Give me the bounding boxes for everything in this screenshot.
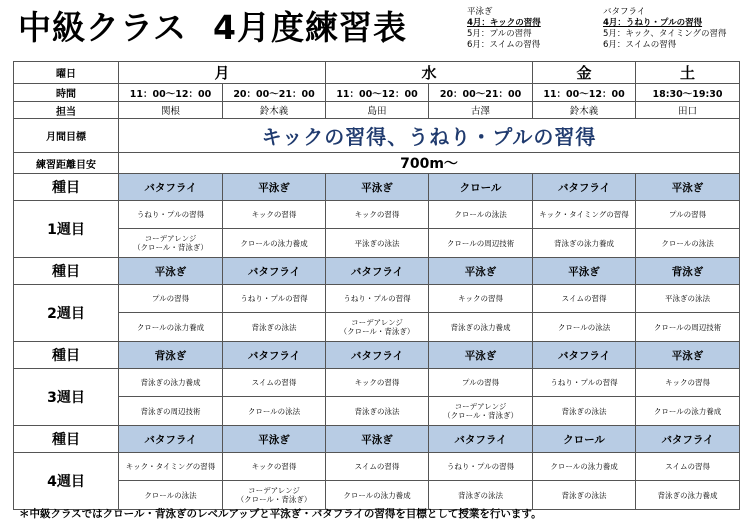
legend-heading: 平泳ぎ: [467, 7, 493, 17]
stroke-row: [14, 174, 740, 201]
week-label: 3週目: [14, 369, 119, 426]
menu-row: [14, 201, 740, 229]
time-cell: 11：00～12：00: [119, 84, 223, 102]
day-saturday: 土: [636, 62, 740, 84]
menu-cell: クロールの泳力養成: [326, 481, 429, 510]
menu-cell: コーデアレンジ （クロール・背泳ぎ）: [429, 397, 533, 426]
distance-label: 練習距離目安: [14, 153, 119, 174]
legend-line: 5月：プルの習得: [467, 29, 532, 39]
menu-cell: うねり・プルの習得: [533, 369, 636, 397]
stroke-cell: クロール: [429, 174, 533, 201]
week-label: 2週目: [14, 285, 119, 342]
stroke-cell: バタフライ: [119, 174, 223, 201]
monthly-goal: キックの習得、うねり・プルの習得: [119, 119, 740, 153]
menu-row: [14, 229, 740, 258]
menu-cell: クロールの泳法: [119, 481, 223, 510]
time-cell: 11：00～12：00: [533, 84, 636, 102]
title-month: 4月度練習表: [213, 8, 407, 47]
menu-row: [14, 313, 740, 342]
kind-label: 種目: [14, 258, 119, 285]
menu-cell: 背泳ぎの泳法: [533, 481, 636, 510]
kind-label: 種目: [14, 342, 119, 369]
stroke-cell: 背泳ぎ: [636, 258, 740, 285]
legend-line: 4月：うねり・プルの習得: [603, 18, 703, 28]
menu-row: [14, 397, 740, 426]
distance-row: [14, 153, 740, 174]
time-row: [14, 84, 740, 102]
menu-cell: キックの習得: [223, 201, 326, 229]
legend-line: 6月：スイムの習得: [603, 40, 677, 50]
menu-cell: プルの習得: [636, 201, 740, 229]
time-cell: 20：00～21：00: [223, 84, 326, 102]
stroke-cell: 背泳ぎ: [119, 342, 223, 369]
menu-cell: スイムの習得: [636, 453, 740, 481]
goal-label: 月間目標: [14, 119, 119, 153]
menu-cell: クロールの泳力養成: [533, 453, 636, 481]
stroke-cell: バタフライ: [636, 426, 740, 453]
day-friday: 金: [533, 62, 636, 84]
week-label: 1週目: [14, 201, 119, 258]
time-cell: 18:30～19:30: [636, 84, 740, 102]
menu-cell: うねり・プルの習得: [223, 285, 326, 313]
menu-cell: 背泳ぎの周辺技術: [119, 397, 223, 426]
stroke-cell: 平泳ぎ: [636, 342, 740, 369]
menu-cell: コーデアレンジ （クロール・背泳ぎ）: [119, 229, 223, 258]
stroke-cell: バタフライ: [326, 342, 429, 369]
menu-cell: スイムの習得: [533, 285, 636, 313]
stroke-cell: バタフライ: [119, 426, 223, 453]
legend-butterfly: [603, 7, 727, 51]
stroke-row: [14, 258, 740, 285]
stroke-cell: 平泳ぎ: [429, 342, 533, 369]
menu-cell: キックの習得: [429, 285, 533, 313]
kind-label: 種目: [14, 174, 119, 201]
menu-cell: スイムの習得: [326, 453, 429, 481]
page-title: [18, 4, 407, 52]
footer-note: ＊中級クラスではクロール・背泳ぎのレベルアップと平泳ぎ・バタフライの習得を目標として授業を行います。: [19, 508, 542, 520]
menu-row: [14, 453, 740, 481]
menu-cell: キックの習得: [223, 453, 326, 481]
menu-cell: 平泳ぎの泳法: [636, 285, 740, 313]
stroke-cell: 平泳ぎ: [223, 174, 326, 201]
teacher-cell: 関根: [119, 102, 223, 119]
stroke-cell: バタフライ: [533, 174, 636, 201]
menu-cell: キックの習得: [326, 369, 429, 397]
legend-breaststroke: [467, 7, 541, 51]
menu-cell: キック・タイミングの習得: [119, 453, 223, 481]
title-class: 中級クラス: [18, 8, 188, 47]
menu-cell: 背泳ぎの泳力養成: [429, 313, 533, 342]
menu-cell: 背泳ぎの泳力養成: [119, 369, 223, 397]
weekday-label: 曜日: [14, 62, 119, 84]
menu-cell: 背泳ぎの泳法: [533, 397, 636, 426]
goal-row: [14, 119, 740, 153]
menu-cell: クロールの泳法: [636, 229, 740, 258]
menu-cell: 平泳ぎの泳法: [326, 229, 429, 258]
stroke-cell: 平泳ぎ: [119, 258, 223, 285]
stroke-cell: 平泳ぎ: [636, 174, 740, 201]
stroke-cell: 平泳ぎ: [326, 174, 429, 201]
menu-cell: 背泳ぎの泳法: [326, 397, 429, 426]
menu-cell: クロールの泳法: [533, 313, 636, 342]
menu-cell: クロールの周辺技術: [429, 229, 533, 258]
menu-cell: 背泳ぎの泳力養成: [636, 481, 740, 510]
menu-cell: 背泳ぎの泳力養成: [533, 229, 636, 258]
menu-cell: クロールの泳法: [223, 397, 326, 426]
week-label: 4週目: [14, 453, 119, 510]
menu-cell: キック・タイミングの習得: [533, 201, 636, 229]
stroke-cell: バタフライ: [429, 426, 533, 453]
time-cell: 20：00～21：00: [429, 84, 533, 102]
menu-row: [14, 285, 740, 313]
stroke-cell: 平泳ぎ: [223, 426, 326, 453]
menu-cell: プルの習得: [429, 369, 533, 397]
stroke-cell: バタフライ: [223, 258, 326, 285]
teacher-cell: 田口: [636, 102, 740, 119]
stroke-cell: 平泳ぎ: [326, 426, 429, 453]
legend-line: 6月：スイムの習得: [467, 40, 541, 50]
teacher-row: [14, 102, 740, 119]
teacher-cell: 古澤: [429, 102, 533, 119]
stroke-cell: バタフライ: [326, 258, 429, 285]
menu-cell: 背泳ぎの泳法: [429, 481, 533, 510]
menu-cell: クロールの泳力養成: [636, 397, 740, 426]
menu-cell: クロールの泳法: [429, 201, 533, 229]
legend-heading: バタフライ: [603, 7, 646, 17]
menu-row: [14, 369, 740, 397]
stroke-cell: 平泳ぎ: [533, 258, 636, 285]
menu-cell: うねり・プルの習得: [326, 285, 429, 313]
legend-line: 4月：キックの習得: [467, 18, 541, 28]
teacher-label: 担当: [14, 102, 119, 119]
menu-cell: クロールの泳力養成: [119, 313, 223, 342]
time-label: 時間: [14, 84, 119, 102]
weekday-row: [14, 62, 740, 84]
stroke-row: [14, 426, 740, 453]
menu-cell: クロールの泳力養成: [223, 229, 326, 258]
day-wednesday: 水: [326, 62, 533, 84]
menu-cell: 背泳ぎの泳法: [223, 313, 326, 342]
schedule-table: [13, 61, 740, 510]
menu-cell: スイムの習得: [223, 369, 326, 397]
menu-cell: クロールの周辺技術: [636, 313, 740, 342]
stroke-cell: バタフライ: [533, 342, 636, 369]
menu-cell: うねり・プルの習得: [429, 453, 533, 481]
teacher-cell: 鈴木義: [533, 102, 636, 119]
distance-value: 700m～: [119, 153, 740, 174]
teacher-cell: 鈴木義: [223, 102, 326, 119]
menu-cell: うねり・プルの習得: [119, 201, 223, 229]
menu-cell: プルの習得: [119, 285, 223, 313]
stroke-row: [14, 342, 740, 369]
kind-label: 種目: [14, 426, 119, 453]
stroke-cell: バタフライ: [223, 342, 326, 369]
menu-cell: コーデアレンジ （クロール・背泳ぎ）: [326, 313, 429, 342]
day-monday: 月: [119, 62, 326, 84]
time-cell: 11：00～12：00: [326, 84, 429, 102]
menu-cell: キックの習得: [636, 369, 740, 397]
teacher-cell: 島田: [326, 102, 429, 119]
menu-cell: キックの習得: [326, 201, 429, 229]
menu-cell: コーデアレンジ （クロール・背泳ぎ）: [223, 481, 326, 510]
legend-line: 5月：キック、タイミングの習得: [603, 29, 727, 39]
stroke-cell: 平泳ぎ: [429, 258, 533, 285]
stroke-cell: クロール: [533, 426, 636, 453]
